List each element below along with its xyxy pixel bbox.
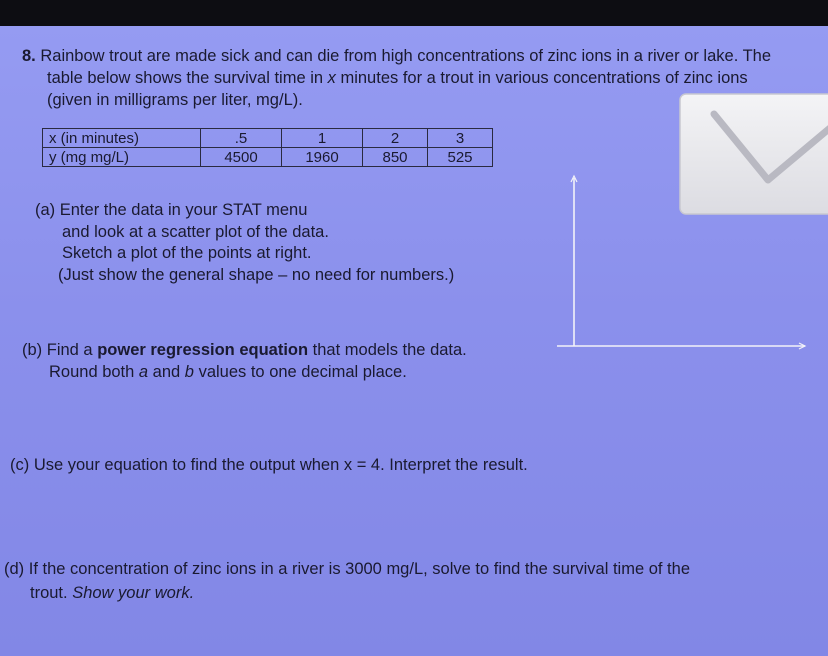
table-header-y: y (mg mg/L): [43, 148, 201, 167]
part-b-var-b: b: [184, 363, 194, 381]
part-a-line-3: Sketch a plot of the points at right.: [62, 244, 312, 262]
table-header-x: x (in minutes): [43, 129, 201, 148]
table-cell: 4500: [201, 148, 282, 167]
intro-text-2b: minutes for a trout in various concentrations of zinc ions: [335, 69, 748, 87]
part-b-line-1: [22, 340, 467, 361]
table-cell: 525: [428, 148, 493, 167]
intro-text-1: Rainbow trout are made sick and can die from high concentrations of zinc ions in a river or lake. The: [40, 47, 772, 65]
part-b-round-a: Round both: [49, 363, 139, 381]
part-b-round-c: values to one decimal place.: [193, 363, 407, 381]
part-d-show-work: Show your work.: [72, 584, 195, 602]
problem-intro-line-1: [22, 46, 771, 67]
sketch-axes: [555, 172, 828, 362]
problem-number: 8.: [22, 47, 36, 65]
intro-text-2a: table below shows the survival time in: [47, 69, 328, 87]
table-row-x: [43, 129, 493, 148]
part-a-line-1: (a) Enter the data in your STAT menu: [35, 201, 308, 219]
part-d-line-2: [30, 583, 194, 604]
table-row-y: [43, 148, 493, 167]
table-cell: 1960: [282, 148, 363, 167]
part-d-line-1: (d) If the concentration of zinc ions in a river is 3000 mg/L, solve to find the survival time of the: [4, 560, 690, 578]
table-cell: .5: [201, 129, 282, 148]
top-bar: [0, 0, 828, 26]
part-c-line: (c) Use your equation to find the output when x = 4. Interpret the result.: [10, 456, 528, 474]
part-a-line-4: (Just show the general shape – no need for numbers.): [58, 266, 455, 284]
part-d-trout: trout.: [30, 584, 73, 602]
part-b-prefix: (b) Find a: [22, 341, 98, 359]
table-cell: 1: [282, 129, 363, 148]
table-cell: 850: [363, 148, 428, 167]
problem-intro-line-2: [47, 68, 748, 89]
part-b-var-a: a: [138, 363, 149, 381]
problem-intro-line-3: [47, 90, 303, 111]
part-b-and: and: [148, 363, 185, 381]
part-a-line-2: and look at a scatter plot of the data.: [62, 223, 329, 241]
table-cell: 3: [428, 129, 493, 148]
part-b-line-2: [49, 362, 407, 383]
part-b-suffix: that models the data.: [308, 341, 467, 359]
intro-var-x: x: [327, 69, 336, 87]
intro-text-3: (given in milligrams per liter, mg/L).: [47, 91, 303, 109]
part-b-bold: power regression equation: [97, 341, 309, 359]
table-cell: 2: [363, 129, 428, 148]
data-table: [42, 128, 493, 167]
